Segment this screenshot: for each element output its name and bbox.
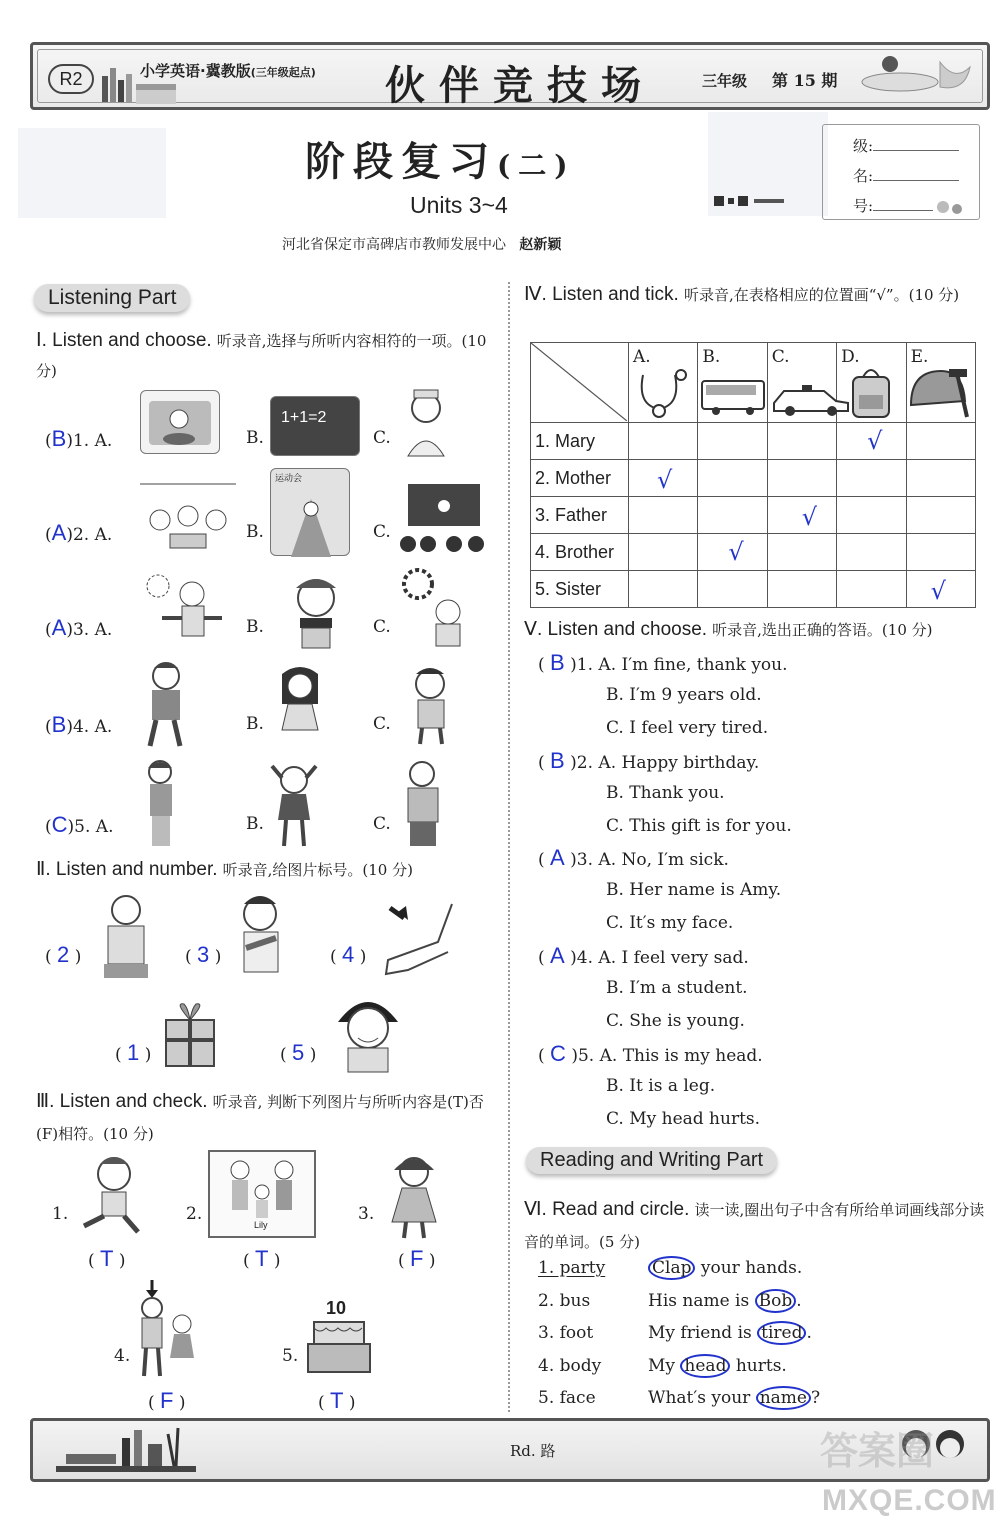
woman-eating-picture <box>140 758 184 848</box>
section-3-instructions: 听录音, 判断下列图片与所听内容是(T)否(F)相符。(10 分) <box>36 1093 484 1143</box>
section-3-item-3: ( F ) <box>398 1246 436 1271</box>
boy-girl-arrow-picture <box>134 1278 204 1380</box>
section-2-item-4: ( 1 ) <box>115 1040 152 1065</box>
section-3-title: Ⅲ. Listen and check. <box>36 1091 208 1112</box>
bus-icon <box>700 377 766 417</box>
section-1-instructions: 听录音,选择与所听内容相符的一项。(10 分) <box>36 332 487 380</box>
edition-label: 小学英语·冀教版 <box>140 62 251 80</box>
issue-label: 第 15 期 <box>772 71 838 90</box>
section-3-item-1: ( T ) <box>88 1246 126 1271</box>
option-b-label: B. <box>246 522 264 542</box>
tick-mark: √ <box>657 466 673 494</box>
classroom-picture <box>398 480 486 554</box>
boy-sun-picture <box>140 570 230 642</box>
answer[interactable]: A <box>550 943 565 968</box>
tick-mark: √ <box>728 538 744 566</box>
option: B. I′m a student. <box>606 978 748 998</box>
listening-part-label: Listening Part <box>34 284 190 312</box>
section-4-instructions: 听录音,在表格相应的位置画“√”。(10 分) <box>683 286 960 304</box>
option: B. Her name is Amy. <box>606 880 782 900</box>
bus-driver-picture <box>140 390 220 454</box>
circled-word[interactable]: tired <box>757 1321 806 1345</box>
circled-word[interactable]: name <box>756 1386 811 1410</box>
circled-word[interactable]: head <box>680 1354 730 1378</box>
edition-note: (三年级起点) <box>250 66 316 79</box>
answer[interactable]: T <box>330 1388 344 1413</box>
tick-row: 1. Mary √ <box>531 423 976 460</box>
option-b-label: B. <box>246 814 264 834</box>
section-2-title: Ⅱ. Listen and number. <box>36 859 218 880</box>
tick-mark: √ <box>801 503 818 531</box>
qr-code-icon <box>708 112 828 216</box>
answer[interactable]: C <box>550 1041 566 1066</box>
answer[interactable]: B <box>550 650 565 675</box>
author-name: 赵新颖 <box>519 237 562 253</box>
flower-icon <box>933 197 973 217</box>
answer[interactable]: A <box>550 845 565 870</box>
section-6-title: Ⅵ. Read and circle. <box>524 1199 690 1220</box>
answer[interactable]: 2 <box>57 942 70 967</box>
tick-mark: √ <box>867 427 883 455</box>
author-org: 河北省保定市高碑店市教师发展中心 <box>282 237 506 253</box>
form-field-name[interactable]: 名: <box>853 165 959 186</box>
option: C. This gift is for you. <box>606 816 792 836</box>
helmet-hammer-icon <box>907 365 969 419</box>
option: B. I′m 9 years old. <box>606 685 762 705</box>
books-icon <box>100 64 134 104</box>
units-label: Units 3~4 <box>410 192 508 218</box>
cake-candle-label: 10 <box>326 1298 347 1318</box>
girl-on-plane-icon <box>860 52 980 102</box>
answer[interactable]: T <box>255 1246 269 1271</box>
birthday-party-picture <box>140 476 236 556</box>
section-3-num-3: 3. <box>358 1204 375 1224</box>
page-title: 阶段复习 <box>305 138 497 185</box>
tick-row: 2. Mother √ <box>531 460 976 497</box>
section-1-title: Ⅰ. Listen and choose. <box>36 330 212 351</box>
option-c-label: C. <box>373 428 391 448</box>
option: C. I feel very tired. <box>606 718 769 738</box>
footer-text: Rd. 路 <box>510 1442 556 1460</box>
column-e: E. <box>906 343 975 423</box>
answer[interactable]: F <box>160 1388 174 1413</box>
nurse-picture <box>396 386 456 458</box>
watermark-logo: 答案圈 <box>820 1428 935 1473</box>
leg-knee-picture <box>378 902 454 978</box>
option: C. She is young. <box>606 1011 745 1031</box>
option-b-label: B. <box>246 714 264 734</box>
girl-crying-picture <box>324 992 410 1074</box>
option-c-label: C. <box>373 714 391 734</box>
answer[interactable]: B <box>51 712 67 737</box>
section-3-item-2: ( T ) <box>243 1246 281 1271</box>
reading-part-label: Reading and Writing Part <box>526 1147 777 1174</box>
section-2-item-5: ( 5 ) <box>280 1040 317 1065</box>
answer[interactable]: 1 <box>127 1040 140 1065</box>
birthday-cake-picture <box>304 1298 374 1378</box>
blank-box-left <box>18 128 166 218</box>
girl-dress-picture <box>382 1152 446 1240</box>
section-5-instructions: 听录音,选出正确的答语。(10 分) <box>712 621 933 639</box>
form-field-number[interactable]: 号: <box>853 195 933 216</box>
option-b-label: B. <box>246 617 264 637</box>
section-4-title: Ⅳ. Listen and tick. <box>524 284 679 305</box>
page-title-suffix: (二) <box>497 149 576 182</box>
tick-row: 4. Brother √ <box>531 534 976 571</box>
answer[interactable]: T <box>100 1246 114 1271</box>
option: C. It′s my face. <box>606 913 734 933</box>
answer[interactable]: A <box>51 615 67 640</box>
desk-books-icon <box>56 1424 196 1476</box>
option-b-label: B. <box>246 428 264 448</box>
girl-hands-hips-picture <box>268 664 332 748</box>
family-photo-picture <box>208 1150 316 1238</box>
newspaper-title: 伙伴竞技场 <box>385 62 655 109</box>
form-field-class[interactable]: 级: <box>853 135 959 156</box>
sports-meet-picture: 运动会 <box>270 468 350 556</box>
option: B. Thank you. <box>606 783 725 803</box>
grade-label: 三年级 <box>702 72 748 90</box>
gift-box-picture <box>162 1002 218 1068</box>
boy-arm-sling-picture <box>232 892 290 978</box>
answer[interactable]: F <box>410 1246 424 1271</box>
option: B. It is a leg. <box>606 1076 716 1096</box>
answer[interactable]: C <box>51 812 68 837</box>
boy-hot-picture <box>396 566 476 648</box>
circled-word[interactable]: Bob <box>755 1289 797 1313</box>
boy-clapping-picture <box>398 664 458 746</box>
tick-mark: √ <box>930 577 946 605</box>
stethoscope-icon <box>633 365 689 419</box>
building-icon <box>136 84 176 104</box>
answer[interactable]: 4 <box>342 942 355 967</box>
section-5-title: Ⅴ. Listen and choose. <box>524 619 708 640</box>
option: C. My head hurts. <box>606 1109 761 1129</box>
circled-word[interactable]: Clap <box>648 1256 695 1280</box>
tick-table <box>530 342 976 608</box>
answer[interactable]: 5 <box>292 1040 305 1065</box>
section-2-item-3: ( 4 ) <box>330 942 367 967</box>
section-2-item-2: ( 3 ) <box>185 942 222 967</box>
diagonal-header-cell <box>531 343 629 423</box>
page-badge: R2 <box>48 64 94 94</box>
section-2-instructions: 听录音,给图片标号。(10 分) <box>222 861 413 879</box>
photo-label: Lily <box>254 1220 268 1230</box>
section-3-item-4: ( F ) <box>148 1388 186 1413</box>
girl-pigtails-picture <box>266 760 322 850</box>
answer[interactable]: 3 <box>197 942 210 967</box>
column-a: A. <box>629 343 698 423</box>
watermark-text: MXQE.COM <box>822 1484 997 1517</box>
student-info-form <box>822 124 980 220</box>
section-3-num-2: 2. <box>186 1204 203 1224</box>
section-3-num-5: 5. <box>282 1346 299 1366</box>
option-c-label: C. <box>373 814 391 834</box>
tick-row: 5. Sister √ <box>531 571 976 608</box>
column-c: C. <box>767 343 836 423</box>
girl-scarf-picture <box>282 574 352 650</box>
option-c-label: C. <box>373 522 391 542</box>
answer[interactable]: A <box>51 520 67 545</box>
section-3-num-1: 1. <box>52 1204 69 1224</box>
option-c-label: C. <box>373 617 391 637</box>
backpack-icon <box>849 363 893 419</box>
tick-row: 3. Father √ <box>531 497 976 534</box>
section-3-num-4: 4. <box>114 1346 131 1366</box>
section-3-item-5: ( T ) <box>318 1388 356 1413</box>
column-divider <box>508 282 510 1412</box>
answer[interactable]: B <box>51 426 67 451</box>
column-d: D. <box>837 343 906 423</box>
boy-bag-picture <box>140 660 196 748</box>
man-thinking-picture <box>398 758 448 848</box>
boy-hurt-leg-picture <box>74 1152 146 1238</box>
teacher-blackboard-picture: 1+1=2 <box>270 396 360 456</box>
grandpa-picture <box>98 890 154 980</box>
column-b: B. <box>698 343 767 423</box>
answer[interactable]: B <box>550 748 565 773</box>
section-2-item-1: ( 2 ) <box>45 942 82 967</box>
section-6-instructions: 读一读,圈出句子中含有所给单词画线部分读音的单词。(5 分) <box>524 1201 985 1251</box>
